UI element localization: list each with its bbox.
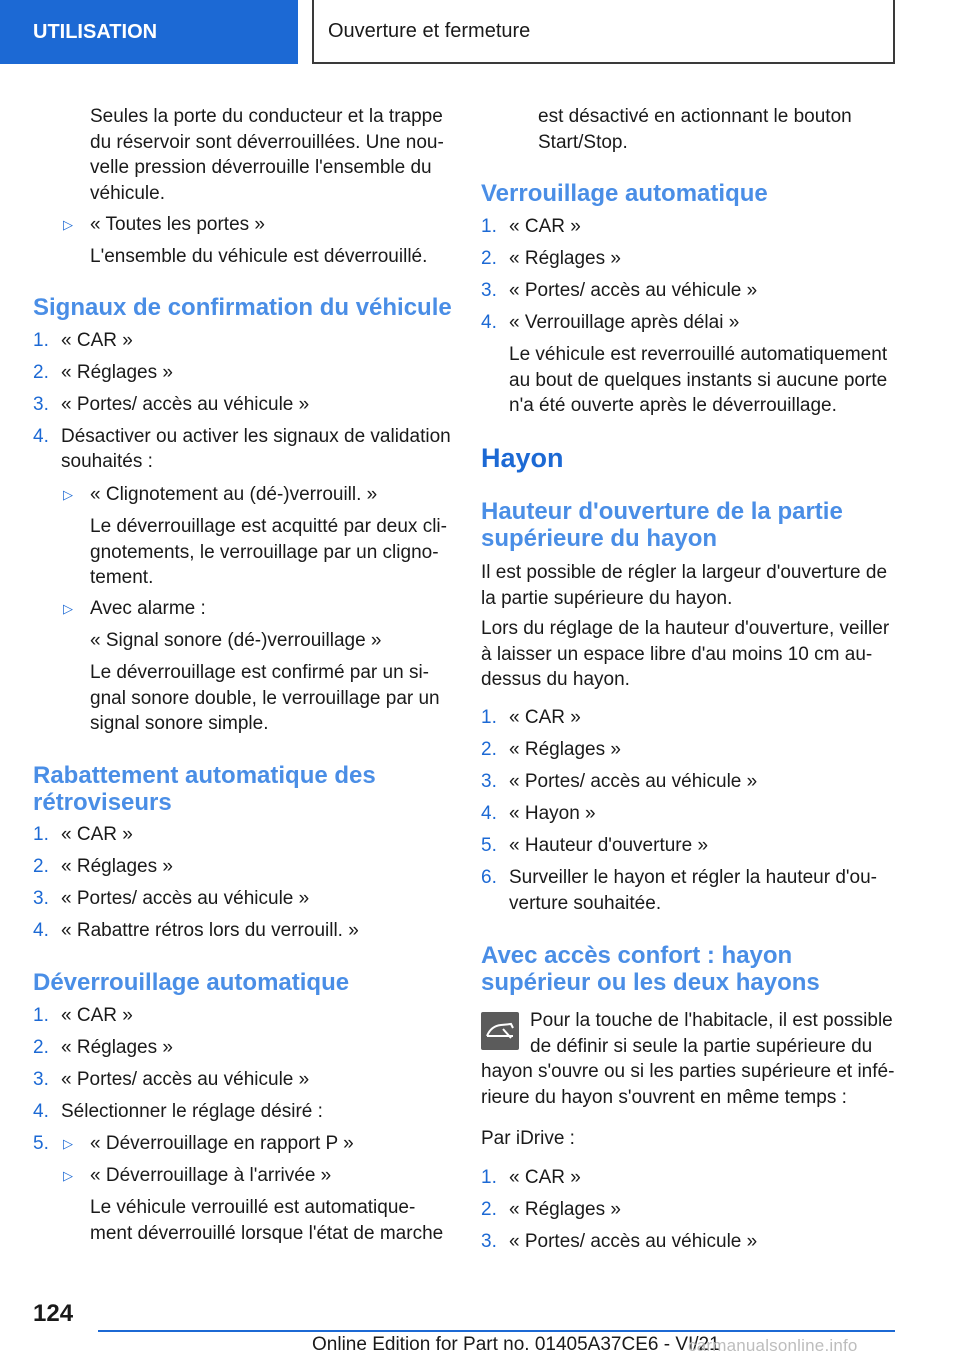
list-number: 4. bbox=[481, 312, 497, 333]
list-item: « CAR » bbox=[61, 330, 133, 351]
signal-sonore: « Signal sonore (dé-)verrouillage » bbox=[90, 630, 382, 651]
list-number: 3. bbox=[33, 888, 49, 909]
list-item: « Réglages » bbox=[61, 1037, 173, 1058]
section-label: UTILISATION bbox=[33, 20, 158, 43]
list-number: 3. bbox=[481, 280, 497, 301]
list-item: « Réglages » bbox=[509, 739, 621, 760]
list-item: « CAR » bbox=[509, 707, 581, 728]
list-number: 2. bbox=[481, 1199, 497, 1220]
list-item: Sélectionner le réglage désiré : bbox=[61, 1101, 323, 1122]
list-number: 2. bbox=[33, 856, 49, 877]
list-number: 1. bbox=[481, 707, 497, 728]
list-item: « Réglages » bbox=[509, 248, 621, 269]
heading-rabattement: Rabattement automatique des rétroviseurs bbox=[33, 762, 376, 816]
bullet-icon: ▷ bbox=[63, 1136, 73, 1151]
heading-hauteur: Hauteur d'ouverture de la partie supérieure du hayon bbox=[481, 498, 843, 552]
list-item: « Réglages » bbox=[61, 856, 173, 877]
page-number: 124 bbox=[33, 1300, 74, 1327]
list-item: « CAR » bbox=[509, 1167, 581, 1188]
watermark: carmanualsonline.info bbox=[688, 1336, 858, 1355]
list-item: « Portes/ accès au véhicule » bbox=[509, 1231, 758, 1252]
confort-paragraph: hayon s'ouvre ou si les parties supérieure et infé- rieure du hayon s'ouvrent en même temps : bbox=[481, 1061, 895, 1108]
chapter-header bbox=[312, 0, 895, 64]
list-item: « Portes/ accès au véhicule » bbox=[61, 394, 310, 415]
list-number: 1. bbox=[33, 330, 49, 351]
clignotement-desc: Le déverrouillage est acquitté par deux cli- gnotements, le verrouillage par un cligno- tement. bbox=[90, 516, 447, 588]
list-number: 2. bbox=[481, 739, 497, 760]
list-item-cont: souhaités : bbox=[61, 451, 153, 472]
list-item: « Hayon » bbox=[509, 803, 596, 824]
list-item: « CAR » bbox=[509, 216, 581, 237]
toutes-portes-desc: L'ensemble du véhicule est déverrouillé. bbox=[90, 246, 428, 267]
confort-paragraph-indent: Pour la touche de l'habitacle, il est possible de définir si seule la partie supérieure du bbox=[530, 1010, 893, 1057]
list-item: « Portes/ accès au véhicule » bbox=[61, 1069, 310, 1090]
heading-signaux: Signaux de confirmation du véhicule bbox=[33, 294, 452, 321]
list-item-cont: verture souhaitée. bbox=[509, 893, 662, 914]
list-item: « CAR » bbox=[61, 824, 133, 845]
section-tab bbox=[0, 0, 298, 64]
list-number: 6. bbox=[481, 867, 497, 888]
list-number: 5. bbox=[33, 1133, 49, 1154]
list-item: « Portes/ accès au véhicule » bbox=[509, 280, 758, 301]
bullet-deverr-p: « Déverrouillage en rapport P » bbox=[90, 1133, 354, 1154]
bullet-alarme: Avec alarme : bbox=[90, 598, 206, 619]
list-number: 1. bbox=[33, 824, 49, 845]
list-number: 4. bbox=[33, 1101, 49, 1122]
bullet-icon: ▷ bbox=[63, 217, 73, 232]
list-item: « Réglages » bbox=[509, 1199, 621, 1220]
list-number: 3. bbox=[33, 394, 49, 415]
heading-verrouillage: Verrouillage automatique bbox=[481, 180, 768, 207]
list-number: 2. bbox=[33, 1037, 49, 1058]
list-item: « Rabattre rétros lors du verrouill. » bbox=[61, 920, 359, 941]
list-number: 4. bbox=[33, 426, 49, 447]
intro-paragraph: Seules la porte du conducteur et la trappe du réservoir sont déverrouillées. Une nou- velle pression déverrouille l'ensemble du véhicule. bbox=[90, 106, 444, 204]
list-number: 2. bbox=[33, 362, 49, 383]
list-item: « Verrouillage après délai » bbox=[509, 312, 740, 333]
list-number: 4. bbox=[33, 920, 49, 941]
signal-sonore-desc: Le déverrouillage est confirmé par un si- gnal sonore double, le verrouillage par un signal sonore simple. bbox=[90, 662, 440, 734]
deverr-desc: Le véhicule verrouillé est automatique- ment déverrouillé lorsque l'état de marche bbox=[90, 1197, 444, 1244]
list-number: 5. bbox=[481, 835, 497, 856]
list-number: 4. bbox=[481, 803, 497, 824]
heading-confort: Avec accès confort : hayon supérieur ou les deux hayons bbox=[481, 942, 820, 996]
list-item: Désactiver ou activer les signaux de validation bbox=[61, 426, 451, 447]
bullet-icon: ▷ bbox=[63, 601, 73, 616]
hauteur-paragraph-1: Il est possible de régler la largeur d'ouverture de la partie supérieure du hayon. bbox=[481, 562, 888, 609]
hauteur-paragraph-2: Lors du réglage de la hauteur d'ouverture, veiller à laisser un espace libre d'au moins 10 cm au- dessus du hayon. bbox=[481, 618, 890, 690]
list-item: Surveiller le hayon et régler la hauteur d'ou- bbox=[509, 867, 878, 888]
bullet-icon: ▷ bbox=[63, 487, 73, 502]
heading-deverrouillage: Déverrouillage automatique bbox=[33, 969, 350, 996]
bullet-icon: ▷ bbox=[63, 1168, 73, 1183]
list-number: 3. bbox=[481, 1231, 497, 1252]
list-item: « Réglages » bbox=[61, 362, 173, 383]
bullet-deverr-arrivee: « Déverrouillage à l'arrivée » bbox=[90, 1165, 332, 1186]
list-number: 3. bbox=[33, 1069, 49, 1090]
list-number: 2. bbox=[481, 248, 497, 269]
list-item: « CAR » bbox=[61, 1005, 133, 1026]
deverr-desc-cont: est désactivé en actionnant le bouton Start/Stop. bbox=[538, 106, 852, 153]
edition-text: Online Edition for Part no. 01405A37CE6 - VI/21 bbox=[312, 1334, 720, 1355]
tailgate-button-icon bbox=[481, 1012, 519, 1050]
footer-divider bbox=[98, 1330, 895, 1332]
list-number: 1. bbox=[33, 1005, 49, 1026]
list-number: 1. bbox=[481, 216, 497, 237]
bullet-toutes-portes: « Toutes les portes » bbox=[90, 214, 265, 235]
bullet-clignotement: « Clignotement au (dé-)verrouill. » bbox=[90, 484, 378, 505]
par-idrive: Par iDrive : bbox=[481, 1128, 575, 1149]
list-item: « Portes/ accès au véhicule » bbox=[509, 771, 758, 792]
list-number: 1. bbox=[481, 1167, 497, 1188]
chapter-title: Ouverture et fermeture bbox=[328, 19, 531, 42]
heading-hayon: Hayon bbox=[481, 443, 564, 473]
list-item: « Hauteur d'ouverture » bbox=[509, 835, 709, 856]
verrouillage-desc: Le véhicule est reverrouillé automatiquement au bout de quelques instants si aucune porte n'a été ouverte après le déverrouillage. bbox=[509, 344, 888, 416]
list-number: 3. bbox=[481, 771, 497, 792]
list-item: « Portes/ accès au véhicule » bbox=[61, 888, 310, 909]
